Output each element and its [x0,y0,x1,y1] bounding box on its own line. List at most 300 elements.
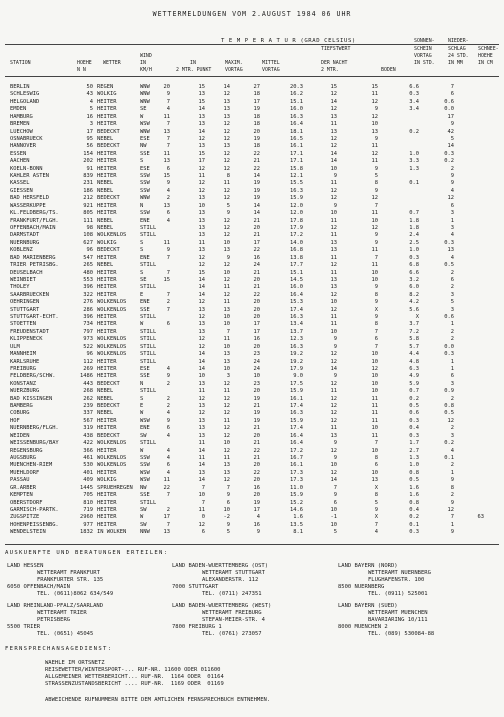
station-height: 98 [86,224,93,231]
station-name: THOLEY [10,284,30,291]
station-weather: BEDECKT [97,432,120,439]
station-name: KL.FELDBERG/TS. [10,210,59,217]
temp-min-ground: 9 [374,187,378,194]
temp-max: 16 [253,254,260,261]
office-line: 5500 TRIER [7,623,41,630]
wind-direction: ENE [140,425,150,432]
station-weather: HEITER [97,210,117,217]
station-name: OBERSTDORF [10,499,43,506]
sunshine-hours: 4.4 [409,351,419,358]
wind-direction: WNW [140,91,150,98]
station-weather: HEITER [97,447,117,454]
col-height-unit: N N [77,67,86,73]
temp-mean: 17.9 [290,224,303,231]
office-bayern-sued [338,603,434,638]
dew-point: 12 [223,165,230,172]
temp-min-2m: 12 [330,143,337,150]
temp-min-2m: 9 [333,455,337,461]
station-name: ULM [10,343,20,350]
precipitation: 0.3 [444,351,454,358]
sunshine-hours: 1.6 [409,492,419,499]
sunshine-hours: 0.8 [409,469,419,476]
station-name: SAARBRUECKEN [10,291,49,298]
office-line: WETTERAMT MUENCHEN [368,609,428,616]
station-row [0,151,504,157]
station-weather: NEBEL [97,262,114,269]
station-height: 3 [89,121,93,128]
temp-min-ground: 7 [374,328,378,335]
station-row [0,321,504,327]
temp-mean: 11.0 [290,484,303,491]
station-weather: HEITER [97,314,117,321]
station-row [0,136,504,142]
station-row [0,292,504,298]
temp-min-2m: 10 [330,506,337,513]
station-weather: HEITER [97,425,117,432]
office-line: PETRISBERG [37,616,71,623]
sunshine-hours: 3.4 [409,106,419,113]
station-name: ZUGSPITZE [10,514,40,521]
temp-min-ground: 10 [371,425,378,432]
station-name: HELGOLAND [10,98,40,105]
station-weather: HEITER [97,173,117,180]
station-name: MUENCHEN-RIEM [10,462,53,469]
temp-mean: 9.0 [293,373,303,380]
wind-direction: E [140,291,144,298]
temp-2m: 15 [198,150,205,157]
station-height: 567 [83,417,93,424]
wind-direction: W [140,410,144,417]
station-height: 50 [86,84,93,90]
temp-max: 20 [253,276,260,283]
phone-service-line: ALLGEMEINER WETTERBERICHT... RUF-NR. 1164 ODER 01164 [45,673,224,680]
temp-max: 21 [253,284,260,291]
wind-speed: 6 [166,321,170,328]
temp-max: 18 [253,113,260,120]
temp-min-ground: 7 [374,521,378,528]
precipitation: 0.6 [444,314,454,321]
station-height: 810 [83,499,93,506]
temp-min-ground: 10 [371,358,378,365]
temp-mean: 13.4 [290,321,303,328]
precipitation: 0.5 [444,262,454,269]
col-snow-header-3: IN CM [478,60,493,66]
wind-direction: WSW [140,477,150,484]
station-height: 553 [83,276,93,283]
wind-direction: E [140,403,144,410]
temp-max: 17 [253,506,260,513]
dew-point: 13 [223,98,230,105]
temp-min-ground: 10 [371,469,378,476]
dew-point: 7 [226,328,230,335]
temp-mean: 16.3 [290,314,303,321]
table-rule-bottom [5,544,499,545]
dew-point: 12 [223,187,230,194]
sunshine-hours: 0.5 [409,403,419,410]
temp-mean: 8.1 [293,529,303,536]
station-weather: HEITER [97,106,117,113]
station-height: 96 [86,247,93,254]
temp-min-2m: 12 [330,224,337,231]
temp-2m: 12 [198,314,205,321]
station-weather: HEITER [97,499,117,506]
wind-speed: 7 [166,98,170,105]
temp-max: 16 [253,484,260,491]
temp-min-ground: 11 [371,403,378,410]
dew-point: 12 [223,91,230,98]
temp-min-ground: 9 [374,239,378,246]
dew-point: 10 [223,440,230,447]
station-weather: REGEN [97,84,114,90]
station-weather: WOLKENLOS [97,299,127,306]
temp-min-ground: 13 [371,128,378,135]
temp-mean: 15.8 [290,165,303,172]
temp-max: 19 [253,187,260,194]
temp-2m: 12 [198,262,205,269]
station-height: 212 [83,195,93,202]
wind-speed: 6 [166,165,170,172]
station-weather: NEBEL [97,395,114,402]
station-name: SCHLESWIG [10,91,40,98]
temp-min-2m: 13 [330,247,337,254]
dew-point: 12 [223,395,230,402]
temp-min-2m: 9 [333,373,337,380]
dew-point: 5 [226,202,230,209]
station-weather: NEBEL [97,410,114,417]
station-row [0,381,504,387]
wind-direction: S [140,239,144,246]
wind-direction: WNW [140,195,150,202]
temp-min-ground: 10 [371,217,378,224]
precipitation: 9 [450,477,454,484]
station-name: FREIBURG [10,365,36,372]
station-weather: WOLKENLOS [97,462,127,469]
temp-2m: 13 [198,321,205,328]
temp-2m: 13 [198,425,205,432]
station-row [0,529,504,535]
wind-direction: STILL [140,262,157,269]
sunshine-hours: 0.5 [409,477,419,484]
temp-min-2m: 9 [333,336,337,343]
temp-2m: 12 [198,180,205,187]
dew-point: 12 [223,380,230,387]
col-sun-header-1: SCHEIN [414,46,432,52]
header-rule-top [5,44,499,45]
dew-point: 13 [223,351,230,358]
office-line: 7800 FREIBURG 1 [172,623,222,630]
sunshine-hours: 0.3 [409,417,419,424]
wind-speed: 4 [166,447,170,454]
station-name: GR.ARBER [10,484,36,491]
temp-min-2m: 12 [330,469,337,476]
sunshine-hours: 0.4 [409,506,419,513]
temp-min-2m: 11 [330,314,337,321]
station-weather: BEDECKT [97,247,120,254]
temp-2m: 12 [198,521,205,528]
dew-point: 13 [223,462,230,469]
precipitation: 17 [447,113,454,120]
temp-min-2m: 10 [330,521,337,528]
station-row [0,129,504,135]
temp-max: 23 [253,351,260,358]
temp-max: 18 [253,91,260,98]
office-line: ALEXANDERSTR. 112 [202,576,259,583]
precipitation: 4 [450,232,454,239]
temp-mean: 12.0 [290,202,303,209]
wind-direction: SSW [140,187,150,194]
temp-min-2m: 11 [330,388,337,395]
station-row [0,188,504,194]
office-line: LAND BAYERN (NORD) [338,563,398,569]
office-line: LAND BADEN-WUERTTEMBERG (WEST) [172,603,272,609]
wind-speed: 7 [166,291,170,298]
temp-max: 21 [253,403,260,410]
precipitation: 0.1 [444,455,454,461]
temp-max: 21 [253,425,260,432]
dew-point: 11 [223,299,230,306]
precipitation: 1 [450,217,454,224]
temp-max: 24 [253,262,260,269]
station-weather: NEBEL [97,187,114,194]
dew-point: 11 [223,388,230,395]
temp-max: 4 [256,514,260,521]
station-height: 366 [83,447,93,454]
temp-min-ground: 9 [374,506,378,513]
office-line: STEFAN-MEIER-STR. 4 [202,616,265,623]
temp-min-ground: 11 [371,432,378,439]
temp-min-ground: 10 [371,276,378,283]
station-row [0,418,504,424]
temp-2m: 13 [198,210,205,217]
temp-max: 22 [253,150,260,157]
temp-2m: 13 [198,417,205,424]
temp-max: 20 [253,224,260,231]
temp-mean: 15.9 [290,417,303,424]
station-name: MUEHLDORF [10,469,40,476]
temp-mean: 14.6 [290,506,303,513]
temp-min-ground: X [374,306,378,313]
station-name: BAD MARIENBERG [10,254,56,261]
office-phone: TEL. (0651) 45045 [37,630,94,637]
temp-2m: 17 [198,158,205,165]
wind-speed: 6 [166,210,170,217]
wind-speed: 22 [163,484,170,491]
precipitation: 3 [450,210,454,217]
station-name: STUTTGART [10,306,40,313]
temp-max: 22 [253,247,260,254]
wind-direction: WNW [140,98,150,105]
col-mid-header-2: VORTAG [262,67,280,73]
precipitation: 2 [450,284,454,291]
sunshine-hours: 0.3 [409,432,419,439]
station-weather: HEITER [97,365,117,372]
wind-speed: 4 [166,469,170,476]
office-line: 7000 STUTTGART [172,583,219,590]
temp-max: 22 [253,469,260,476]
sunshine-hours: 4.9 [409,373,419,380]
temp-mean: 16.0 [290,106,303,113]
temp-max: 24 [253,358,260,365]
temp-min-2m: 11 [330,269,337,276]
temp-2m: 12 [198,410,205,417]
temp-min-ground: 5 [374,173,378,180]
temp-min-ground: 9 [374,284,378,291]
col-t2m-header-1: IN [190,60,196,66]
station-weather: NEBEL [97,224,114,231]
station-height: 839 [83,173,93,180]
wind-direction: WNW [140,128,150,135]
temp-min-ground: 8 [374,291,378,298]
temp-max: 19 [253,135,260,142]
office-phone: TEL. (0711) 247351 [202,590,262,597]
col-weather-header: WETTER [103,60,121,66]
dew-point: 14 [223,84,230,90]
temp-min-2m: 12 [330,106,337,113]
temp-min-ground: X [374,514,378,521]
temp-max: 23 [253,380,260,387]
dew-point: 13 [223,106,230,113]
temp-min-ground: 12 [371,365,378,372]
phone-service-heading: FERNSPRECHANSAGEDIENST: [5,646,113,652]
station-row [0,232,504,238]
precipitation: 4 [450,254,454,261]
station-name: DARMSTADT [10,232,40,239]
wind-speed: 2 [166,195,170,202]
precipitation: 14 [447,143,454,150]
wind-speed: 9 [166,180,170,187]
wind-speed: 9 [166,417,170,424]
station-height: 17 [86,128,93,135]
station-name: STOETTEN [10,321,36,328]
temp-mean: 15.5 [290,180,303,187]
station-height: 422 [83,440,93,447]
wind-direction: SSE [140,306,150,313]
temp-2m: 11 [198,440,205,447]
temp-mean: 16.1 [290,395,303,402]
station-name: DEUSELBACH [10,269,43,276]
temp-min-2m: 14 [330,477,337,484]
dew-point: 6 [226,499,230,506]
temp-mean: 16.4 [290,432,303,439]
wind-direction: ESE [140,165,150,172]
station-height: 443 [83,380,93,387]
temp-max: 17 [253,321,260,328]
temp-2m: 13 [198,195,205,202]
office-phone: TEL. (089) 530084-88 [368,630,435,637]
temp-mean: 16.1 [290,143,303,150]
station-weather: HEITER [97,276,117,283]
station-name: WASSERKUPPE [10,202,46,209]
office-line: WETTERAMT TRIER [37,609,87,616]
office-rlp-saar [7,603,103,638]
office-line: 8500 NUERNBERG [338,583,385,590]
dew-point: 13 [223,306,230,313]
precipitation: 7 [450,514,454,521]
sunshine-hours: 0.1 [409,521,419,528]
wind-direction: SW [140,521,147,528]
temp-mean: 17.4 [290,425,303,432]
wind-speed: 13 [163,128,170,135]
wind-direction: STILL [140,314,157,321]
precipitation: 0.2 [444,440,454,447]
station-row [0,425,504,431]
station-row [0,470,504,476]
temp-min-2m: 11 [330,232,337,239]
temp-min-2m: 13 [330,276,337,283]
station-name: KASSEL [10,180,30,187]
precipitation: 3 [450,224,454,231]
temp-min-2m: 11 [330,121,337,128]
temp-min-2m: 13 [330,284,337,291]
temp-max: 14 [253,210,260,217]
station-weather: BEDECKT [97,403,120,410]
col-prec-header-2: 24 STD. [448,53,469,59]
sunshine-hours: 0.3 [409,254,419,261]
station-weather: HEITER [97,269,117,276]
wind-direction: WSW [140,121,150,128]
station-name: OSNABRUECK [10,135,43,142]
wind-speed: 6 [166,462,170,469]
office-line: LAND BAYERN (SUED) [338,603,398,609]
station-weather: WOLKIG [97,477,117,484]
sunshine-hours: 2.5 [409,239,419,246]
temp-min-2m: 13 [330,113,337,120]
precipitation: 7 [450,84,454,90]
station-row [0,180,504,186]
station-name: MANNHEIM [10,351,36,358]
station-name: WUERZBURG [10,388,40,395]
wind-direction: STILL [140,343,157,350]
temp-min-2m: 10 [330,210,337,217]
dew-point: 10 [223,239,230,246]
temp-min-2m: 13 [330,128,337,135]
station-height: 111 [83,217,93,224]
station-weather: BEDECKT [97,195,120,202]
station-height: 231 [83,180,93,187]
dew-point: 12 [223,262,230,269]
station-name: GIESSEN [10,187,33,194]
sunshine-hours: 0.3 [409,529,419,536]
temp-min-2m: 12 [330,358,337,365]
wind-speed: 7 [166,306,170,313]
temp-min-ground: 5 [374,499,378,506]
wind-direction: NNW [140,529,150,536]
wind-speed: 6 [166,425,170,432]
station-row [0,203,504,209]
col-prec-header-3: IN MM [448,60,463,66]
sunshine-hours: 4.2 [409,299,419,306]
station-weather: WOLKIG [97,239,117,246]
temp-max: 20 [253,492,260,499]
station-name: KARLSRUHE [10,358,40,365]
temp-max: 21 [253,158,260,165]
wind-direction: W [140,113,144,120]
station-height: 265 [83,262,93,269]
dew-point: 13 [223,247,230,254]
temp-mean: 16.3 [290,410,303,417]
precipitation: 0.9 [444,388,454,395]
temp-min-2m: 12 [330,306,337,313]
station-row [0,91,504,97]
temp-max: 20 [253,388,260,395]
wind-speed: 4 [166,432,170,439]
station-row [0,477,504,483]
temp-mean: 16.3 [290,187,303,194]
col-height-header: HOEHE [77,60,92,66]
sunshine-hours: 1.6 [409,484,419,491]
station-row [0,455,504,461]
temp-mean: 16.0 [290,284,303,291]
